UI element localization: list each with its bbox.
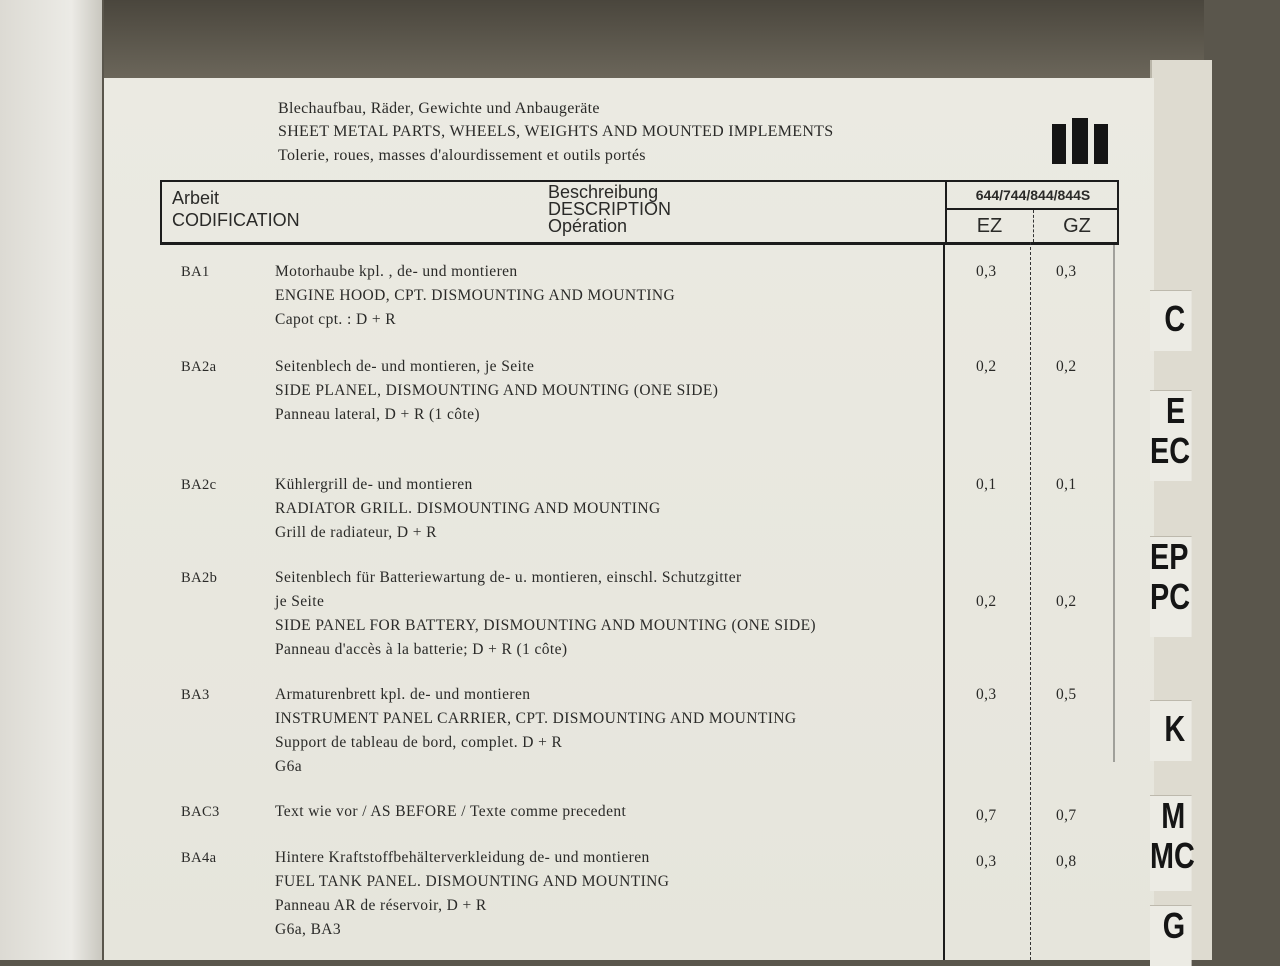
header-description: DESCRIPTION [548,199,672,219]
row-gz: 0,8 [1056,853,1077,870]
row-ez: 0,2 [976,593,997,610]
index-tab-g[interactable]: G [1150,905,1192,966]
row-desc: je Seite [275,593,325,610]
row-code: BA3 [181,687,210,703]
index-tab-ep-pc[interactable]: EP PC [1150,536,1192,637]
row-desc: INSTRUMENT PANEL CARRIER, CPT. DISMOUNTING AND MOUNTING [275,710,797,727]
row-desc: ENGINE HOOD, CPT. DISMOUNTING AND MOUNTING [275,287,676,304]
table-header [160,180,1119,245]
row-desc: FUEL TANK PANEL. DISMOUNTING AND MOUNTING [275,873,670,890]
row-ez: 0,3 [976,686,997,703]
header-gz: GZ [1033,210,1120,242]
row-desc: RADIATOR GRILL. DISMOUNTING AND MOUNTING [275,500,661,517]
index-tab-k[interactable]: K [1150,700,1192,761]
header-models: 644/744/844/844S [947,182,1119,210]
header-operation: Opération [548,216,628,236]
row-desc: G6a, BA3 [275,921,342,938]
row-code: BA1 [181,264,210,280]
row-ez: 0,1 [976,476,997,493]
row-desc: Kühlergrill de- und montieren [275,476,473,493]
row-code: BA4a [181,850,217,866]
row-gz: 0,3 [1056,263,1077,280]
row-desc: Grill de radiateur, D + R [275,524,437,541]
row-desc: SIDE PLANEL, DISMOUNTING AND MOUNTING (ONE SIDE) [275,382,719,399]
row-desc: SIDE PANEL FOR BATTERY, DISMOUNTING AND MOUNTING (ONE SIDE) [275,617,816,634]
row-gz: 0,5 [1056,686,1077,703]
column-divider-dashed [1030,242,1031,960]
header-codification: CODIFICATION [172,210,300,230]
row-code: BA2a [181,359,217,375]
row-gz: 0,7 [1056,807,1077,824]
section-title-fr: Tolerie, roues, masses d'alourdissement et outils portés [278,147,646,164]
row-desc: Seitenblech de- und montieren, je Seite [275,358,535,375]
row-gz: 0,2 [1056,593,1077,610]
section-title-de: Blechaufbau, Räder, Gewichte und Anbaugeräte [278,100,600,117]
row-desc: Support de tableau de bord, complet. D + R [275,734,563,751]
row-gz: 0,2 [1056,358,1077,375]
row-desc: Panneau AR de réservoir, D + R [275,897,487,914]
row-desc: Panneau lateral, D + R (1 côte) [275,406,480,423]
column-divider-right [1113,242,1115,762]
row-ez: 0,3 [976,853,997,870]
row-desc: Text wie vor / AS BEFORE / Texte comme precedent [275,803,627,820]
background-strip [104,0,1204,78]
row-ez: 0,7 [976,807,997,824]
row-ez: 0,2 [976,358,997,375]
row-code: BA2b [181,570,218,586]
row-desc: Hintere Kraftstoffbehälterverkleidung de- und montieren [275,849,650,866]
index-tab-m-mc[interactable]: M MC [1150,795,1192,891]
row-ez: 0,3 [976,263,997,280]
column-divider [943,242,945,960]
header-beschreibung: Beschreibung [548,182,659,202]
section-title-en: SHEET METAL PARTS, WHEELS, WEIGHTS AND MOUNTED IMPLEMENTS [278,123,834,140]
row-desc: Armaturenbrett kpl. de- und montieren [275,686,531,703]
row-desc: Panneau d'accès à la batterie; D + R (1 côte) [275,641,568,658]
row-desc: Capot cpt. : D + R [275,311,396,328]
row-code: BAC3 [181,804,220,820]
row-gz: 0,1 [1056,476,1077,493]
left-page [0,0,102,960]
row-desc: Seitenblech für Batteriewartung de- u. montieren, einschl. Schutzgitter [275,569,742,586]
row-desc: Motorhaube kpl. , de- und montieren [275,263,518,280]
header-arbeit: Arbeit [172,188,220,208]
index-tab-e-ec[interactable]: E EC [1150,390,1192,481]
row-code: BA2c [181,477,217,493]
index-tab-c[interactable]: C [1150,290,1192,351]
ih-logo [1052,118,1108,164]
row-desc: G6a [275,758,303,775]
header-ez: EZ [976,215,1003,237]
